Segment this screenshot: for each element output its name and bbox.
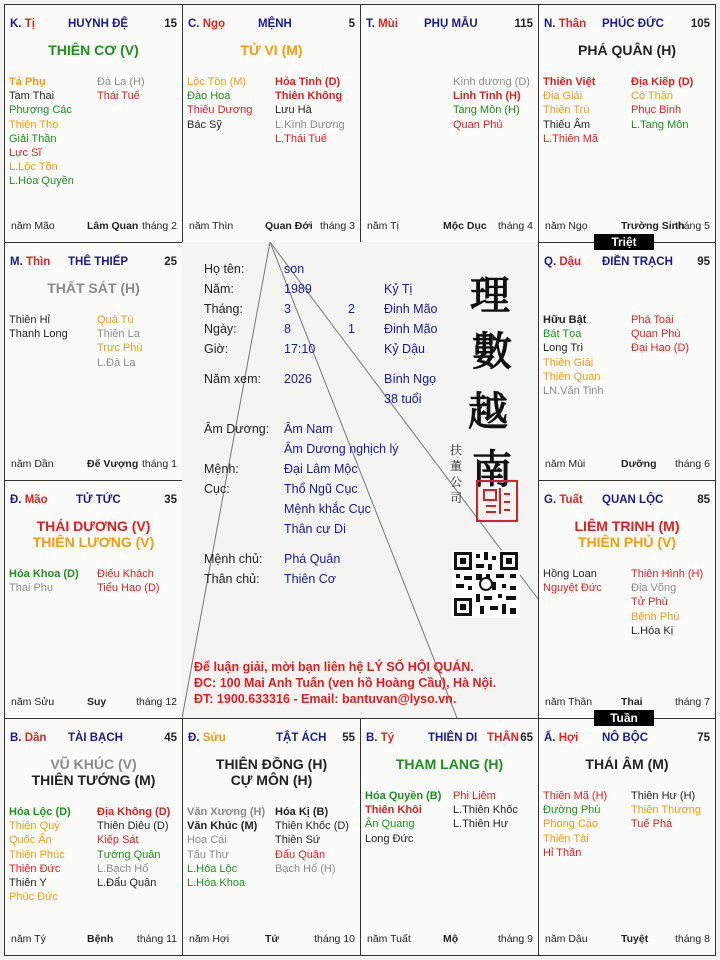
palace-branch: Mão bbox=[24, 494, 48, 506]
label-month: Tháng: bbox=[204, 302, 243, 316]
palace-age: 85 bbox=[697, 494, 710, 506]
value-month-lunar: 2 bbox=[348, 302, 355, 316]
main-star: CỰ MÔN (H) bbox=[230, 772, 313, 788]
palace-stem: Q. bbox=[544, 256, 557, 268]
palace-stem: B. bbox=[366, 732, 378, 744]
side-char: 扶 bbox=[450, 443, 463, 457]
value-view-year: 2026 bbox=[284, 372, 312, 386]
footer-stage: Quan Đới bbox=[265, 220, 313, 232]
than-marker: THÂN bbox=[487, 732, 519, 744]
right-stars bbox=[453, 789, 518, 832]
left-stars bbox=[9, 805, 71, 904]
minor-star: Thiên Diêu (D) bbox=[97, 820, 169, 833]
label-menh: Mệnh: bbox=[204, 462, 239, 476]
palace-branch: Tý bbox=[380, 732, 395, 744]
minor-star: L.Đà La bbox=[97, 356, 136, 369]
value-cuc-2: Mệnh khắc Cục bbox=[284, 502, 371, 516]
palace-ty[interactable] bbox=[4, 4, 183, 243]
footer-month: tháng 2 bbox=[141, 220, 177, 232]
palace-branch: Dần bbox=[24, 732, 47, 744]
minor-star: Quốc Ấn bbox=[9, 834, 52, 847]
palace-hoi[interactable] bbox=[538, 718, 716, 956]
minor-star: Đẩu Quân bbox=[275, 848, 326, 861]
palace-age: 65 bbox=[520, 732, 533, 744]
footer-month: tháng 9 bbox=[497, 933, 533, 945]
minor-star: Thiên Y bbox=[9, 877, 47, 890]
main-stars bbox=[539, 518, 715, 550]
minor-star: Hữu Bật bbox=[543, 314, 587, 326]
footer-year: năm Mùi bbox=[545, 458, 586, 470]
center-info-panel bbox=[182, 242, 538, 718]
minor-star: Hỉ Thần bbox=[543, 846, 582, 859]
footer-stage: Mộ bbox=[443, 933, 459, 945]
minor-star: Văn Khúc (M) bbox=[187, 820, 258, 833]
palace-stem: B. bbox=[10, 732, 22, 744]
footer-stage: Tuyệt bbox=[621, 933, 649, 945]
minor-star: Thiên Quan bbox=[543, 370, 601, 383]
minor-star: Tam Thai bbox=[9, 90, 55, 103]
footer-year: năm Ngọ bbox=[545, 220, 588, 232]
minor-star: Giải Thần bbox=[9, 132, 57, 145]
minor-star: Thiên Quý bbox=[9, 820, 60, 833]
palace-age: 15 bbox=[164, 18, 177, 30]
minor-star: Thiên Sứ bbox=[275, 834, 321, 847]
minor-star: L.Hóa Kị bbox=[631, 624, 674, 637]
main-stars bbox=[5, 280, 182, 296]
palace-age: 115 bbox=[514, 18, 533, 30]
label-hour: Giờ: bbox=[204, 342, 229, 356]
value-month: 3 bbox=[284, 302, 291, 316]
calligraphy-char-2: 數 bbox=[472, 328, 512, 375]
value-year: 1989 bbox=[284, 282, 312, 296]
label-name: Họ tên: bbox=[204, 262, 245, 276]
footer-year: năm Tuất bbox=[367, 933, 411, 945]
footer-month: tháng 5 bbox=[674, 220, 710, 232]
contact-line-3: ĐT: 1900.633316 - Email: bantuvan@lyso.vn. bbox=[194, 692, 457, 706]
right-stars bbox=[275, 75, 345, 146]
right-stars bbox=[97, 313, 142, 370]
minor-star: L.Hóa Khoa bbox=[187, 877, 246, 890]
palace-suu[interactable] bbox=[182, 718, 361, 956]
palace-stem: C. bbox=[188, 18, 200, 30]
footer-month: tháng 11 bbox=[136, 933, 177, 945]
palace-dau[interactable] bbox=[538, 242, 716, 481]
palace-than[interactable] bbox=[538, 4, 716, 243]
main-star: THIÊN CƠ (V) bbox=[48, 42, 139, 58]
main-stars bbox=[183, 42, 360, 58]
palace-stem: Ấ. bbox=[544, 732, 556, 744]
palace-name: QUAN LỘC bbox=[602, 494, 664, 506]
contact-line-2: ĐC: 100 Mai Anh Tuấn (ven hồ Hoàng Cầu), Hà Nội. bbox=[194, 676, 497, 690]
main-star: THẤT SÁT (H) bbox=[47, 280, 140, 296]
main-stars bbox=[5, 42, 182, 58]
minor-star: L.Lộc Tồn bbox=[9, 161, 58, 174]
footer-stage: Suy bbox=[87, 696, 107, 708]
main-stars bbox=[5, 518, 182, 550]
palace-branch: Hợi bbox=[558, 732, 579, 744]
palace-name: NÔ BỘC bbox=[602, 732, 648, 744]
left-stars bbox=[9, 313, 68, 341]
left-stars bbox=[187, 75, 252, 132]
main-star: THIÊN LƯƠNG (V) bbox=[32, 534, 155, 550]
palace-dan[interactable] bbox=[4, 718, 183, 956]
value-am-duong-2: Âm Dương nghịch lý bbox=[284, 442, 399, 456]
minor-star: Phúc Đức bbox=[9, 891, 58, 904]
value-year-cc: Kỷ Tị bbox=[384, 282, 413, 296]
palace-branch: Mùi bbox=[378, 18, 398, 30]
footer-month: tháng 12 bbox=[136, 696, 177, 708]
palace-name: TÀI BẠCH bbox=[68, 732, 123, 744]
palace-name: HUYNH ĐỆ bbox=[68, 18, 129, 30]
right-stars bbox=[97, 805, 170, 890]
minor-star: Thiếu Âm bbox=[543, 118, 591, 131]
main-stars bbox=[183, 756, 360, 788]
minor-star: Tang Môn (H) bbox=[453, 104, 520, 117]
label-year: Năm: bbox=[204, 282, 234, 296]
minor-star: L.Thiên Mã bbox=[543, 132, 599, 145]
main-star: THÁI ÂM (M) bbox=[585, 756, 669, 772]
side-text bbox=[450, 442, 464, 506]
label-than-chu: Thân chủ: bbox=[204, 572, 260, 586]
footer-month: tháng 10 bbox=[314, 933, 355, 945]
minor-star: Văn Xương (H) bbox=[187, 806, 266, 818]
value-cuc: Thổ Ngũ Cục bbox=[284, 482, 358, 496]
palace-branch: Thìn bbox=[25, 256, 51, 268]
palace-age: 105 bbox=[690, 18, 710, 30]
footer-stage: Mộc Dục bbox=[443, 220, 487, 232]
palace-branch: Ngọ bbox=[202, 18, 226, 30]
label-cuc: Cục: bbox=[204, 482, 230, 496]
minor-star: Thiên Tài bbox=[543, 832, 589, 845]
footer-stage: Thai bbox=[621, 696, 643, 708]
minor-star: Thiên Hỉ bbox=[9, 314, 50, 326]
minor-star: L.Bạch Hổ bbox=[97, 862, 149, 875]
minor-star: Thiên Giải bbox=[543, 356, 594, 369]
left-stars bbox=[543, 789, 607, 860]
minor-star: Thiên Khôi bbox=[365, 804, 422, 817]
value-than-chu: Thiên Cơ bbox=[284, 572, 336, 586]
minor-star: Ân Quang bbox=[365, 818, 415, 831]
footer-year: năm Sửu bbox=[11, 696, 55, 708]
minor-star: Trực Phù bbox=[97, 342, 143, 355]
minor-star: Phi Liêm bbox=[453, 790, 496, 802]
minor-star: Long Trì bbox=[543, 342, 584, 355]
left-stars bbox=[543, 313, 604, 398]
palace-thin[interactable] bbox=[4, 242, 183, 481]
minor-star: Nguyệt Đức bbox=[543, 582, 602, 595]
label-am-duong: Âm Dương: bbox=[204, 422, 270, 436]
main-stars bbox=[539, 756, 715, 772]
tuan-tag: Tuần bbox=[594, 710, 654, 726]
footer-month: tháng 6 bbox=[674, 458, 710, 470]
left-stars bbox=[9, 567, 79, 595]
palace-stem: N. bbox=[544, 18, 556, 30]
right-stars bbox=[453, 75, 530, 132]
value-month-cc: Đinh Mão bbox=[384, 302, 438, 316]
label-day: Ngày: bbox=[204, 322, 237, 336]
minor-star: Hóa Quyền (B) bbox=[365, 790, 442, 802]
palace-branch: Thân bbox=[558, 18, 587, 30]
palace-stem: M. bbox=[10, 256, 23, 268]
palace-name: PHỤ MẪU bbox=[424, 18, 478, 30]
minor-star: Thiên Đức bbox=[9, 862, 61, 875]
minor-star: L.Tang Môn bbox=[631, 118, 689, 131]
minor-star: Hóa Kị (B) bbox=[275, 806, 329, 818]
minor-star: Bát Tọa bbox=[543, 328, 582, 341]
main-star: LIÊM TRINH (M) bbox=[574, 518, 680, 534]
minor-star: Hồng Loan bbox=[543, 568, 597, 580]
minor-star: Lưu Hà bbox=[275, 104, 312, 117]
minor-star: Thiên Việt bbox=[543, 76, 596, 88]
minor-star: Lộc Tồn (M) bbox=[187, 76, 247, 88]
main-stars bbox=[361, 756, 538, 772]
main-star: THIÊN PHỦ (V) bbox=[578, 534, 676, 550]
minor-star: L.Hóa Lộc bbox=[187, 862, 238, 875]
minor-star: Kình dương (D) bbox=[453, 76, 530, 88]
minor-star: Long Đức bbox=[365, 832, 414, 845]
left-stars bbox=[543, 75, 598, 146]
palace-age: 75 bbox=[697, 732, 710, 744]
main-stars bbox=[539, 42, 715, 58]
value-day-cc: Đinh Mão bbox=[384, 322, 438, 336]
calligraphy-char-1: 理 bbox=[470, 272, 510, 319]
minor-star: Điếu Khách bbox=[97, 568, 154, 580]
right-stars bbox=[631, 75, 693, 132]
value-age: 38 tuổi bbox=[384, 392, 422, 406]
side-char: 公 bbox=[450, 475, 463, 489]
palace-age: 95 bbox=[697, 256, 710, 268]
footer-year: năm Dậu bbox=[545, 933, 588, 945]
minor-star: Đà La (H) bbox=[97, 76, 145, 88]
minor-star: Phong Cáo bbox=[543, 818, 599, 831]
minor-star: Tiểu Hao (D) bbox=[97, 582, 160, 595]
value-than-cu: Thân cư Di bbox=[284, 522, 346, 536]
minor-star: Linh Tinh (H) bbox=[453, 90, 521, 103]
footer-year: năm Dần bbox=[11, 458, 54, 470]
minor-star: Lực Sĩ bbox=[9, 147, 42, 160]
label-menh-chu: Mệnh chủ: bbox=[204, 552, 263, 566]
minor-star: Thiếu Dương bbox=[187, 104, 253, 117]
palace-name: PHÚC ĐỨC bbox=[602, 18, 664, 30]
minor-star: Địa Võng bbox=[631, 582, 677, 595]
main-star: THÁI DƯƠNG (V) bbox=[36, 518, 151, 534]
right-stars bbox=[97, 567, 160, 595]
footer-year: năm Mão bbox=[11, 220, 55, 232]
footer-stage: Lâm Quan bbox=[87, 220, 139, 232]
value-hour: 17:10 bbox=[284, 342, 316, 356]
minor-star: Hoa Cái bbox=[187, 834, 227, 847]
minor-star: Đường Phù bbox=[543, 804, 601, 817]
minor-star: Đại Hao (D) bbox=[631, 342, 690, 355]
side-char: 司 bbox=[450, 491, 463, 505]
minor-star: L.Thiên Hư bbox=[453, 818, 509, 831]
palace-age: 25 bbox=[164, 256, 177, 268]
minor-star: Quả Tú bbox=[97, 314, 134, 326]
minor-star: Đào Hoa bbox=[187, 90, 231, 103]
minor-star: Phá Toái bbox=[631, 314, 674, 326]
palace-age: 35 bbox=[164, 494, 177, 506]
minor-star: Phượng Các bbox=[9, 104, 72, 117]
footer-year: năm Hợi bbox=[189, 933, 230, 945]
minor-star: Thiên Hình (H) bbox=[631, 568, 704, 580]
value-name: son bbox=[284, 262, 305, 276]
minor-star: Hóa Lộc (D) bbox=[9, 806, 71, 818]
value-view-year-cc: Bính Ngọ bbox=[384, 372, 437, 386]
main-star: PHÁ QUÂN (H) bbox=[578, 42, 676, 58]
main-star: VŨ KHÚC (V) bbox=[50, 756, 137, 772]
footer-stage: Dưỡng bbox=[621, 458, 657, 470]
footer-stage: Đế Vượng bbox=[87, 458, 139, 470]
minor-star: Bác Sỹ bbox=[187, 118, 222, 131]
right-stars bbox=[97, 75, 145, 103]
minor-star: Kiếp Sát bbox=[97, 834, 139, 847]
palace-name: TỬ TỨC bbox=[76, 494, 121, 506]
minor-star: Cô Thần bbox=[631, 90, 673, 103]
palace-name: ĐIỀN TRẠCH bbox=[602, 256, 673, 268]
minor-star: Thiên Mã (H) bbox=[543, 790, 608, 802]
calligraphy-char-4: 南 bbox=[472, 446, 512, 493]
palace-name: MỆNH bbox=[258, 18, 292, 30]
right-stars bbox=[631, 313, 689, 356]
main-star: THIÊN TƯỚNG (M) bbox=[31, 772, 156, 788]
value-day: 8 bbox=[284, 322, 291, 336]
minor-star: Địa Giải bbox=[543, 90, 583, 103]
main-star: THIÊN ĐỒNG (H) bbox=[215, 756, 328, 772]
minor-star: L.Thiên Khốc bbox=[453, 804, 518, 817]
minor-star: Thiên Hư (H) bbox=[631, 790, 696, 802]
minor-star: Tuế Phá bbox=[631, 818, 673, 831]
minor-star: Tả Phụ bbox=[9, 76, 46, 88]
minor-star: Thiên Không bbox=[275, 90, 343, 103]
minor-star: Hỏa Tinh (D) bbox=[275, 76, 341, 88]
palace-stem: G. bbox=[544, 494, 557, 506]
triet-tag: Triệt bbox=[594, 234, 654, 250]
minor-star: Thiên Trù bbox=[543, 104, 590, 117]
footer-month: tháng 8 bbox=[674, 933, 710, 945]
footer-month: tháng 4 bbox=[497, 220, 533, 232]
minor-star: L.Đẩu Quân bbox=[97, 877, 157, 890]
footer-month: tháng 7 bbox=[674, 696, 710, 708]
footer-year: năm Tý bbox=[11, 933, 46, 945]
contact-line-1: Để luận giải, mời bạn liên hệ LÝ SỐ HỘI QUÁN. bbox=[194, 660, 474, 674]
left-stars bbox=[365, 789, 441, 846]
palace-mui[interactable] bbox=[360, 4, 539, 243]
palace-branch: Dậu bbox=[559, 256, 582, 268]
main-star: THAM LANG (H) bbox=[395, 756, 504, 772]
label-view-year: Năm xem: bbox=[204, 372, 261, 386]
red-seal-stamp bbox=[476, 480, 518, 522]
minor-star: Thiên Khốc (D) bbox=[275, 820, 349, 833]
left-stars bbox=[9, 75, 74, 189]
right-stars bbox=[631, 567, 703, 638]
palace-age: 55 bbox=[342, 732, 355, 744]
palace-tuat[interactable] bbox=[538, 480, 716, 719]
qr-code-icon[interactable] bbox=[452, 550, 520, 618]
minor-star: Thiên Phúc bbox=[9, 848, 65, 861]
minor-star: Địa Không (D) bbox=[97, 806, 171, 818]
palace-branch: Tị bbox=[24, 18, 35, 30]
minor-star: Phục Binh bbox=[631, 104, 682, 117]
right-stars bbox=[275, 805, 349, 876]
palace-ngo[interactable] bbox=[182, 4, 361, 243]
palace-stem: Đ. bbox=[188, 732, 200, 744]
footer-month: tháng 1 bbox=[141, 458, 177, 470]
footer-stage: Trường Sinh bbox=[621, 220, 685, 232]
left-stars bbox=[187, 805, 265, 890]
palace-stem: Đ. bbox=[10, 494, 22, 506]
main-star: TỬ VI (M) bbox=[240, 42, 303, 58]
minor-star: Thiên Thương bbox=[631, 804, 702, 817]
palace-name: TẬT ÁCH bbox=[276, 732, 327, 744]
minor-star: Thái Tuế bbox=[97, 90, 140, 103]
minor-star: Bạch Hổ (H) bbox=[275, 862, 336, 875]
palace-age: 5 bbox=[348, 18, 355, 30]
minor-star: Bệnh Phù bbox=[631, 610, 680, 623]
value-day-lunar: 1 bbox=[348, 322, 355, 336]
minor-star: Thai Phụ bbox=[9, 582, 54, 595]
side-char: 董 bbox=[450, 459, 463, 473]
minor-star: Quan Phù bbox=[631, 328, 681, 341]
value-am-duong: Âm Nam bbox=[284, 422, 333, 436]
value-menh-chu: Phá Quân bbox=[284, 552, 341, 566]
minor-star: Tướng Quân bbox=[97, 848, 161, 861]
minor-star: Quan Phủ bbox=[453, 118, 503, 131]
minor-star: L.Kình Dương bbox=[275, 118, 345, 131]
left-stars bbox=[543, 567, 602, 595]
minor-star: L.Hóa Quyền bbox=[9, 175, 74, 188]
footer-month: tháng 3 bbox=[319, 220, 355, 232]
footer-year: năm Thân bbox=[545, 696, 593, 708]
minor-star: Thiên La bbox=[97, 328, 140, 341]
palace-stem: K. bbox=[10, 18, 22, 30]
minor-star: Thiên Thọ bbox=[9, 118, 59, 131]
footer-year: năm Thìn bbox=[189, 220, 234, 232]
palace-stem: T. bbox=[366, 18, 375, 30]
minor-star: LN.Văn Tinh bbox=[543, 385, 604, 398]
palace-name: THÊ THIẾP bbox=[68, 256, 129, 268]
palace-branch: Sửu bbox=[202, 732, 226, 744]
minor-star: L.Thái Tuế bbox=[275, 132, 327, 145]
main-stars bbox=[5, 756, 182, 788]
minor-star: Tử Phù bbox=[631, 596, 668, 609]
value-menh: Đại Lâm Mộc bbox=[284, 462, 358, 476]
minor-star: Địa Kiếp (D) bbox=[631, 76, 694, 88]
palace-ti[interactable] bbox=[360, 718, 539, 956]
minor-star: Tấu Thư bbox=[187, 848, 230, 861]
palace-name: THIÊN DI bbox=[428, 732, 478, 744]
right-stars bbox=[631, 789, 701, 832]
calligraphy-char-3: 越 bbox=[468, 388, 508, 435]
palace-mao[interactable] bbox=[4, 480, 183, 719]
footer-year: năm Tị bbox=[367, 220, 399, 232]
minor-star: Hóa Khoa (D) bbox=[9, 568, 79, 580]
minor-star: Thanh Long bbox=[9, 328, 68, 341]
footer-stage: Tử bbox=[265, 933, 280, 945]
palace-branch: Tuất bbox=[559, 494, 583, 506]
footer-stage: Bệnh bbox=[87, 933, 114, 945]
value-hour-cc: Kỷ Dậu bbox=[384, 342, 425, 356]
palace-age: 45 bbox=[164, 732, 177, 744]
